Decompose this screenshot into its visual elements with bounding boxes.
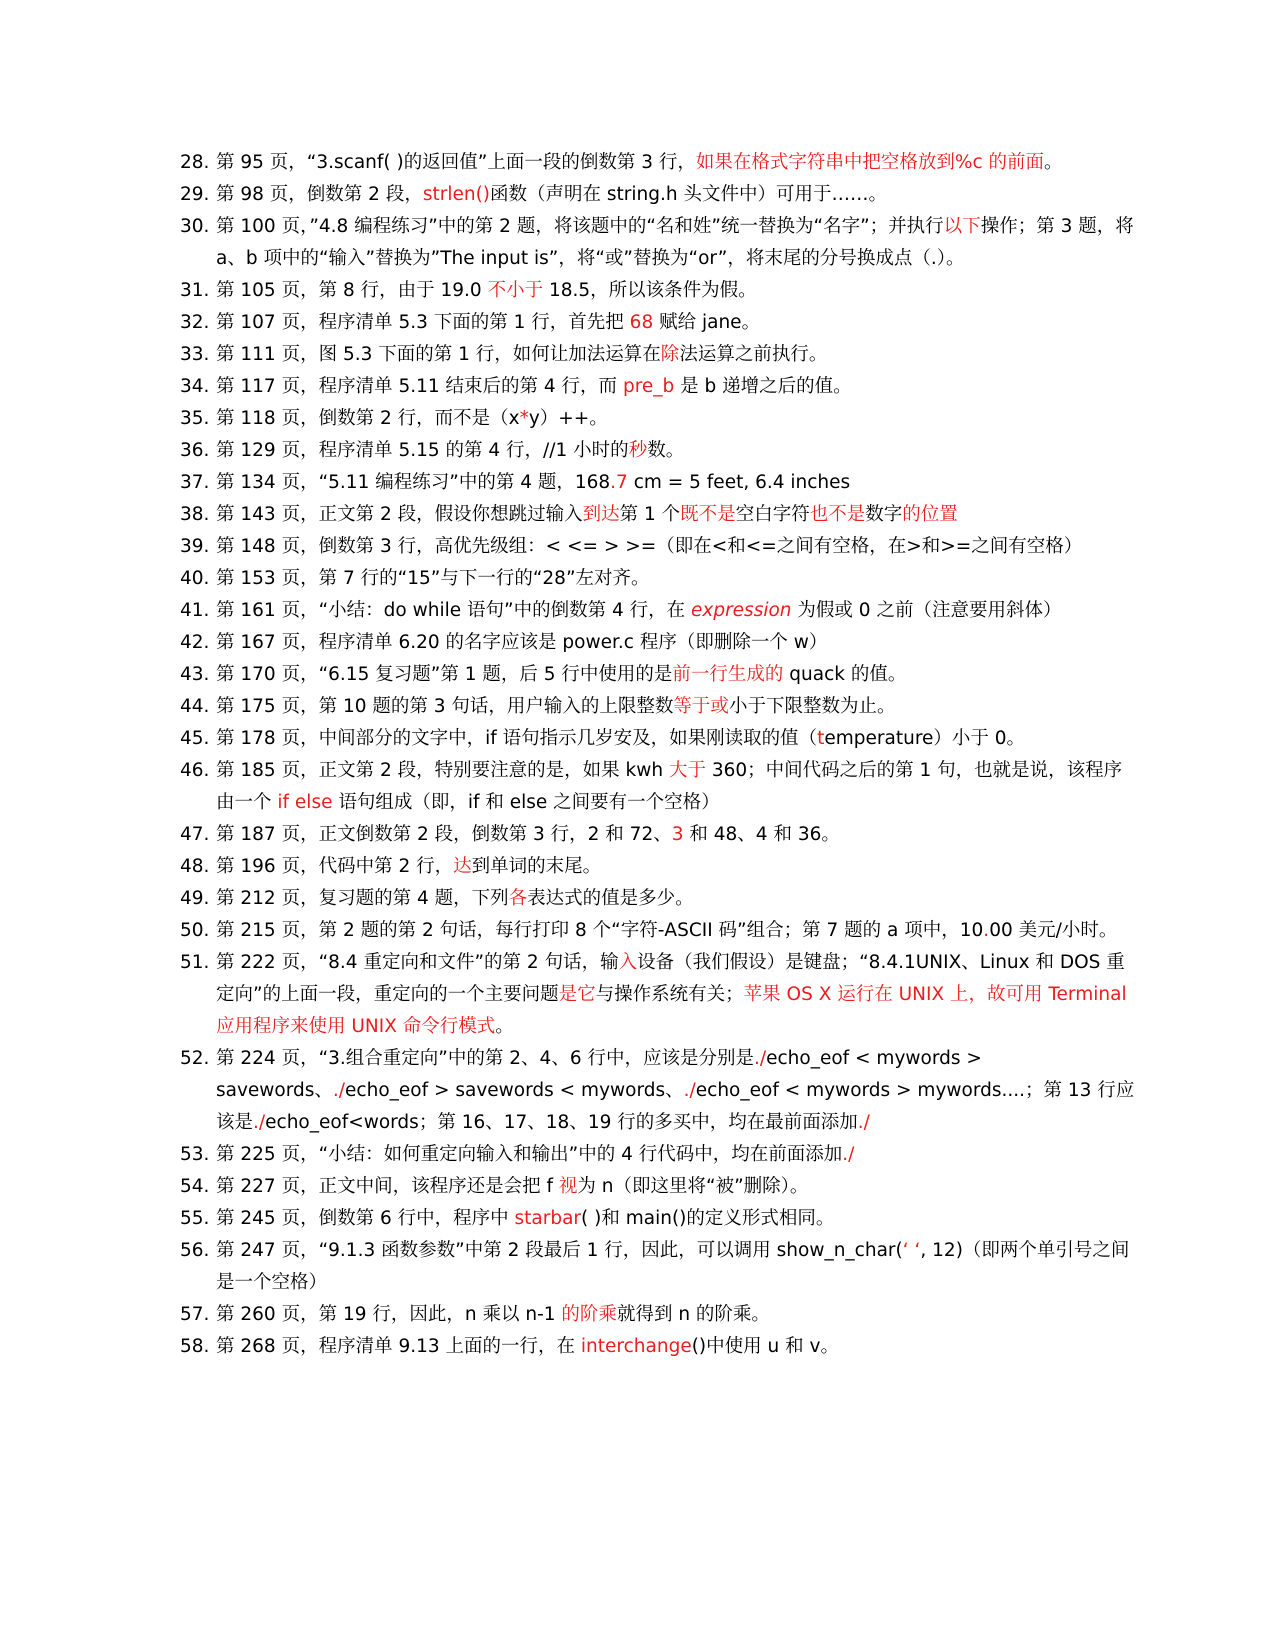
highlighted-correction: * <box>519 408 529 429</box>
highlighted-correction: 视 <box>558 1176 578 1197</box>
highlighted-correction: 苹果 OS X 运行在 UNIX 上，故可用 Terminal 应用程序来使用 UNIX 命令行模式 <box>216 984 1127 1037</box>
text-segment: 第 215 页，第 2 题的第 2 句话，每行打印 8 个“字符-ASCII 码”组合；第 7 题的 a 项中，10 <box>216 920 984 941</box>
text-segment: 18.5，所以该条件为假。 <box>543 280 757 301</box>
text-segment: 第 153 页，第 7 行的“15”与下一行的“28”左对齐。 <box>216 568 650 589</box>
item-number: 38. <box>180 504 210 525</box>
text-segment: 第 170 页，“6.15 复习题”第 1 题，后 5 行中使用的是 <box>216 664 673 685</box>
item-text <box>216 1139 1140 1171</box>
highlighted-correction: ./ <box>253 1112 266 1133</box>
text-segment: 第 260 页，第 19 行，因此，n 乘以 n-1 <box>216 1304 562 1325</box>
errata-item <box>180 371 1140 403</box>
item-text <box>216 211 1140 275</box>
text-segment: 第 148 页，倒数第 3 行，高优先级组：< <= > >=（即在<和<=之间有空格，在>和>=之间有空格） <box>216 536 1083 557</box>
errata-item <box>180 531 1140 563</box>
text-segment: 00 美元/小时。 <box>989 920 1118 941</box>
text-segment: 360；中间代码之后的第 1 句，也就是说，该程序由一个 <box>216 760 1123 813</box>
item-number: 50. <box>180 920 210 941</box>
errata-item <box>180 339 1140 371</box>
highlighted-correction: 到达 <box>582 504 620 525</box>
errata-item <box>180 659 1140 691</box>
item-number: 35. <box>180 408 210 429</box>
text-segment: 法运算之前执行。 <box>679 344 828 365</box>
item-number: 46. <box>180 760 210 781</box>
errata-item <box>180 403 1140 435</box>
errata-item <box>180 1331 1140 1363</box>
highlighted-correction: 前一行生成的 <box>672 664 784 685</box>
text-segment: 为假或 0 之前（注意要用斜体） <box>791 600 1062 621</box>
item-text <box>216 435 1140 467</box>
highlighted-correction: .7 <box>610 472 628 493</box>
text-segment: 第 187 页，正文倒数第 2 段，倒数第 3 行，2 和 72、 <box>216 824 672 845</box>
item-text <box>216 1331 1140 1363</box>
text-segment: 第 134 页，“5.11 编程练习”中的第 4 题，168 <box>216 472 611 493</box>
text-segment: 操作；第 3 题，将 a、b 项中的“输入”替换为”The input is”，将“或”替换为“or”，将末尾的分号换成点（.）。 <box>216 216 1134 269</box>
highlighted-correction: ./ <box>332 1080 346 1101</box>
item-text <box>216 595 1140 627</box>
highlighted-correction: interchange <box>580 1336 692 1357</box>
text-segment: 第 212 页，复习题的第 4 题，下列 <box>216 888 509 909</box>
item-number: 40. <box>180 568 210 589</box>
text-segment: 空白字符 <box>735 504 810 525</box>
item-text <box>216 915 1140 947</box>
text-segment: 。 <box>1044 152 1063 173</box>
text-segment: 第 185 页，正文第 2 段，特别要注意的是，如果 kwh <box>216 760 669 781</box>
item-number: 28. <box>180 152 210 173</box>
errata-item <box>180 851 1140 883</box>
highlighted-correction: ./ <box>753 1048 767 1069</box>
errata-item <box>180 915 1140 947</box>
errata-item <box>180 1203 1140 1235</box>
text-segment: 第 268 页，程序清单 9.13 上面的一行，在 <box>216 1336 581 1357</box>
text-segment: 第 100 页，”4.8 编程练习”中的第 2 题，将该题中的“名和姓”统一替换为“名字”；并执行 <box>216 216 944 237</box>
item-number: 41. <box>180 600 210 621</box>
text-segment: 第 222 页，“8.4 重定向和文件”的第 2 句话，输 <box>216 952 619 973</box>
text-segment: 第 1 个 <box>619 504 681 525</box>
item-text <box>216 339 1140 371</box>
text-segment: y）++。 <box>528 408 608 429</box>
item-text <box>216 563 1140 595</box>
text-segment: 第 98 页，倒数第 2 段， <box>216 184 423 205</box>
text-segment: 第 111 页，图 5.3 下面的第 1 行，如何让加法运算在 <box>216 344 661 365</box>
text-segment: quack 的值。 <box>783 664 907 685</box>
text-segment: 为 n（即这里将“被”删除）。 <box>577 1176 809 1197</box>
item-number: 32. <box>180 312 210 333</box>
item-number: 42. <box>180 632 210 653</box>
highlighted-correction: ./ <box>842 1144 855 1165</box>
text-segment: 赋给 jane。 <box>653 312 761 333</box>
item-number: 49. <box>180 888 210 909</box>
item-number: 52. <box>180 1048 210 1069</box>
errata-item <box>180 275 1140 307</box>
item-text <box>216 1203 1140 1235</box>
text-segment: echo_eof < mywords > mywords....；第 13 行应该是 <box>216 1080 1135 1133</box>
item-number: 54. <box>180 1176 210 1197</box>
errata-item <box>180 1235 1140 1299</box>
text-segment: 第 167 页，程序清单 6.20 的名字应该是 power.c 程序（即删除一个 w） <box>216 632 828 653</box>
item-number: 31. <box>180 280 210 301</box>
errata-item <box>180 947 1140 1043</box>
text-segment: 与操作系统有关； <box>595 984 744 1005</box>
item-number: 43. <box>180 664 210 685</box>
highlighted-correction: 的阶乘 <box>561 1304 617 1325</box>
text-segment: 第 95 页，“3.scanf( )的返回值”上面一段的倒数第 3 行， <box>216 152 696 173</box>
item-text <box>216 1171 1140 1203</box>
text-segment: 语句组成（即，if 和 else 之间要有一个空格） <box>332 792 720 813</box>
item-text <box>216 755 1140 819</box>
item-text <box>216 371 1140 403</box>
text-segment: emperature）小于 0。 <box>824 728 1026 749</box>
text-segment: 第 227 页，正文中间，该程序还是会把 f <box>216 1176 559 1197</box>
item-number: 34. <box>180 376 210 397</box>
errata-item <box>180 723 1140 755</box>
highlighted-correction: 达 <box>453 856 472 877</box>
highlighted-correction: ./ <box>683 1080 696 1101</box>
text-segment: 第 161 页，“小结：do while 语句”中的倒数第 4 行，在 <box>216 600 691 621</box>
highlighted-correction: t <box>817 728 825 749</box>
highlighted-correction: 不小于 <box>487 280 544 301</box>
item-text <box>216 1043 1140 1139</box>
text-segment: echo_eof<words；第 16、17、18、19 行的多买中，均在最前面添加 <box>265 1112 858 1133</box>
errata-item <box>180 467 1140 499</box>
item-text <box>216 275 1140 307</box>
item-number: 44. <box>180 696 210 717</box>
highlighted-correction: 是它 <box>558 984 596 1005</box>
errata-item <box>180 755 1140 819</box>
text-segment: 第 178 页，中间部分的文字中，if 语句指示几岁安及，如果刚读取的值（ <box>216 728 818 749</box>
errata-item <box>180 307 1140 339</box>
text-segment: 第 105 页，第 8 行，由于 19.0 <box>216 280 488 301</box>
text-segment: 。 <box>495 1016 514 1037</box>
item-number: 45. <box>180 728 210 749</box>
item-text <box>216 819 1140 851</box>
errata-item <box>180 563 1140 595</box>
highlighted-correction: 等于或 <box>673 696 729 717</box>
text-segment: 第 175 页，第 10 题的第 3 句话，用户输入的上限整数 <box>216 696 674 717</box>
item-text <box>216 851 1140 883</box>
text-segment: echo_eof > savewords < mywords、 <box>345 1080 684 1101</box>
errata-item <box>180 819 1140 851</box>
item-number: 55. <box>180 1208 210 1229</box>
highlighted-correction: starbar <box>514 1208 582 1229</box>
text-segment: 第 129 页，程序清单 5.15 的第 4 行，//1 小时的 <box>216 440 629 461</box>
errata-item <box>180 499 1140 531</box>
highlighted-correction: strlen() <box>422 184 491 205</box>
text-segment: 数。 <box>647 440 685 461</box>
errata-item <box>180 627 1140 659</box>
item-text <box>216 179 1140 211</box>
highlighted-correction: 秒 <box>628 440 648 461</box>
errata-item <box>180 179 1140 211</box>
errata-item <box>180 1043 1140 1139</box>
item-text <box>216 883 1140 915</box>
highlighted-correction: 入 <box>618 952 638 973</box>
highlighted-correction: 以下 <box>943 216 981 237</box>
item-text <box>216 1235 1140 1299</box>
item-number: 29. <box>180 184 210 205</box>
text-segment: 第 118 页，倒数第 2 行，而不是（x <box>216 408 520 429</box>
item-text <box>216 531 1140 563</box>
item-text <box>216 1299 1140 1331</box>
highlighted-correction: pre_b <box>622 376 675 397</box>
item-number: 56. <box>180 1240 210 1261</box>
errata-item <box>180 595 1140 627</box>
errata-item <box>180 1139 1140 1171</box>
highlighted-correction: 的位置 <box>902 504 958 525</box>
highlighted-correction: ‘ ‘ <box>902 1240 921 1261</box>
highlighted-correction: 大于 <box>668 760 706 781</box>
highlighted-correction: 除 <box>660 344 680 365</box>
text-segment: 是 b 递增之后的值。 <box>674 376 852 397</box>
item-number: 58. <box>180 1336 210 1357</box>
text-segment: echo_eof < mywords > savewords、 <box>216 1048 982 1101</box>
text-segment: 函数（声明在 string.h 头文件中）可用于……。 <box>490 184 888 205</box>
item-number: 48. <box>180 856 210 877</box>
item-text <box>216 147 1140 179</box>
item-number: 47. <box>180 824 210 845</box>
item-number: 57. <box>180 1304 210 1325</box>
item-text <box>216 947 1140 1043</box>
text-segment: 第 196 页，代码中第 2 行， <box>216 856 454 877</box>
text-segment: cm = 5 feet, 6.4 inches <box>627 472 851 493</box>
text-segment: 和 48、4 和 36。 <box>683 824 840 845</box>
text-segment: 数字 <box>865 504 903 525</box>
text-segment: 就得到 n 的阶乘。 <box>616 1304 770 1325</box>
text-segment: 第 117 页，程序清单 5.11 结束后的第 4 行，而 <box>216 376 623 397</box>
item-number: 33. <box>180 344 210 365</box>
highlighted-correction: 各 <box>508 888 528 909</box>
item-text <box>216 403 1140 435</box>
item-number: 51. <box>180 952 210 973</box>
errata-item <box>180 147 1140 179</box>
highlighted-correction: 3 <box>671 824 684 845</box>
item-text <box>216 659 1140 691</box>
text-segment: 第 224 页，“3.组合重定向”中的第 2、4、6 行中，应该是分别是 <box>216 1048 754 1069</box>
item-text <box>216 307 1140 339</box>
text-segment: 设备（我们假设）是键盘；“8.4.1UNIX、Linux 和 DOS 重定向”的上面一段，重定向的一个主要问题 <box>216 952 1125 1005</box>
highlighted-correction: 也不是 <box>809 504 866 525</box>
highlighted-correction: . <box>983 920 990 941</box>
errata-item <box>180 211 1140 275</box>
highlighted-correction: expression <box>691 600 792 621</box>
text-segment: ( )和 main()的定义形式相同。 <box>581 1208 835 1229</box>
item-text <box>216 627 1140 659</box>
highlighted-correction: if else <box>277 792 333 813</box>
highlighted-correction: ./ <box>857 1112 870 1133</box>
text-segment: 第 247 页，“9.1.3 函数参数”中第 2 段最后 1 行，因此，可以调用 show_n_char( <box>216 1240 903 1261</box>
errata-list <box>180 147 1140 1363</box>
item-number: 37. <box>180 472 210 493</box>
text-segment: 第 225 页，“小结：如何重定向输入和输出”中的 4 行代码中，均在前面添加 <box>216 1144 843 1165</box>
item-number: 30. <box>180 216 210 237</box>
highlighted-correction: 68 <box>629 312 654 333</box>
item-number: 53. <box>180 1144 210 1165</box>
item-number: 39. <box>180 536 210 557</box>
highlighted-correction: 既不是 <box>680 504 736 525</box>
item-text <box>216 691 1140 723</box>
errata-item <box>180 1171 1140 1203</box>
errata-item <box>180 435 1140 467</box>
errata-item <box>180 691 1140 723</box>
item-number: 36. <box>180 440 210 461</box>
text-segment: ()中使用 u 和 v。 <box>691 1336 839 1357</box>
text-segment: 第 107 页，程序清单 5.3 下面的第 1 行，首先把 <box>216 312 630 333</box>
text-segment: 第 143 页，正文第 2 段，假设你想跳过输入 <box>216 504 583 525</box>
item-text <box>216 467 1140 499</box>
text-segment: , 12)（即两个单引号之间是一个空格） <box>216 1240 1130 1293</box>
text-segment: 第 245 页，倒数第 6 行中，程序中 <box>216 1208 515 1229</box>
text-segment: 小于下限整数为止。 <box>728 696 896 717</box>
errata-item <box>180 883 1140 915</box>
item-text <box>216 499 1140 531</box>
text-segment: 表达式的值是多少。 <box>527 888 694 909</box>
errata-item <box>180 1299 1140 1331</box>
highlighted-correction: 如果在格式字符串中把空格放到%c 的前面 <box>695 152 1044 173</box>
text-segment: 到单词的末尾。 <box>471 856 602 877</box>
item-text <box>216 723 1140 755</box>
